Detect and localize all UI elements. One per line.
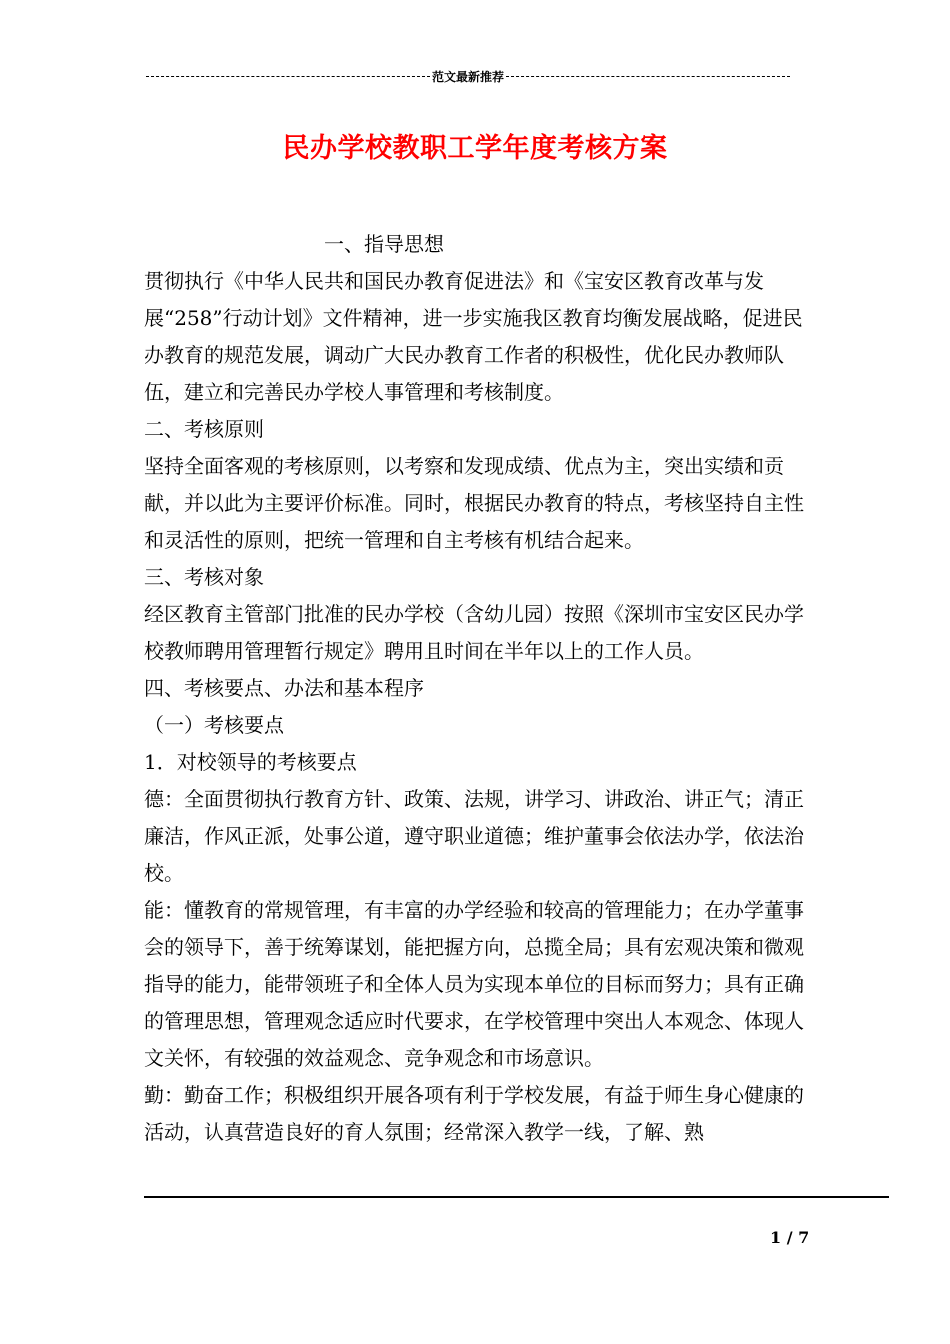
paragraph-ability: 能：懂教育的常规管理，有丰富的办学经验和较高的管理能力；在办学董事会的领导下，善于统筹谋划，能把握方向，总揽全局；具有宏观决策和微观指导的能力，能带领班子和全体人员为实现本单位的目标而努力；具有正确的管理思想，管理观念适应时代要求，在学校管理中突出人本观念、体现人文关怀，有较强的效益观念、竞争观念和市场意识。 [144,898,804,1070]
paragraph-guiding-ideology: 贯彻执行《中华人民共和国民办教育促进法》和《宝安区教育改革与发展“258”行动计划》文件精神，进一步实施我区教育均衡发展战略，促进民办教育的规范发展，调动广大民办教育工作者的积极性，优化民办教师队伍，建立和完善民办学校人事管理和考核制度。 [144,269,803,404]
page-header [146,68,790,84]
subsection-heading-key-points: （一）考核要点 [144,713,284,737]
item-heading-leaders: 1．对校领导的考核要点 [144,750,357,774]
header-dash-right [506,76,790,77]
header-label: 范文最新推荐 [432,69,505,84]
document-title: 民办学校教职工学年度考核方案 [282,133,668,164]
section-heading-key-points: 四、考核要点、办法和基本程序 [144,676,424,700]
header-dash-left [146,76,430,77]
section-heading-principles: 二、考核原则 [144,417,264,441]
paragraph-virtue: 德：全面贯彻执行教育方针、政策、法规，讲学习、讲政治、讲正气；清正廉洁，作风正派，处事公道，遵守职业道德；维护董事会依法办学，依法治校。 [144,787,804,885]
footer-divider [144,1196,889,1198]
paragraph-principles: 坚持全面客观的考核原则，以考察和发现成绩、优点为主，突出实绩和贡献，并以此为主要评价标准。同时，根据民办教育的特点，考核坚持自主性和灵活性的原则，把统一管理和自主考核有机结合起来。 [144,454,804,552]
paragraph-targets: 经区教育主管部门批准的民办学校（含幼儿园）按照《深圳市宝安区民办学校教师聘用管理暂行规定》聘用且时间在半年以上的工作人员。 [144,602,804,663]
page-number: 1 / 7 [770,1228,810,1247]
section-heading-guiding-ideology: 一、指导思想 [324,232,444,256]
document-body [144,226,814,1151]
section-heading-targets: 三、考核对象 [144,565,264,589]
paragraph-diligence: 勤：勤奋工作；积极组织开展各项有利于学校发展，有益于师生身心健康的活动，认真营造良好的育人氛围；经常深入教学一线，了解、熟 [144,1083,804,1144]
